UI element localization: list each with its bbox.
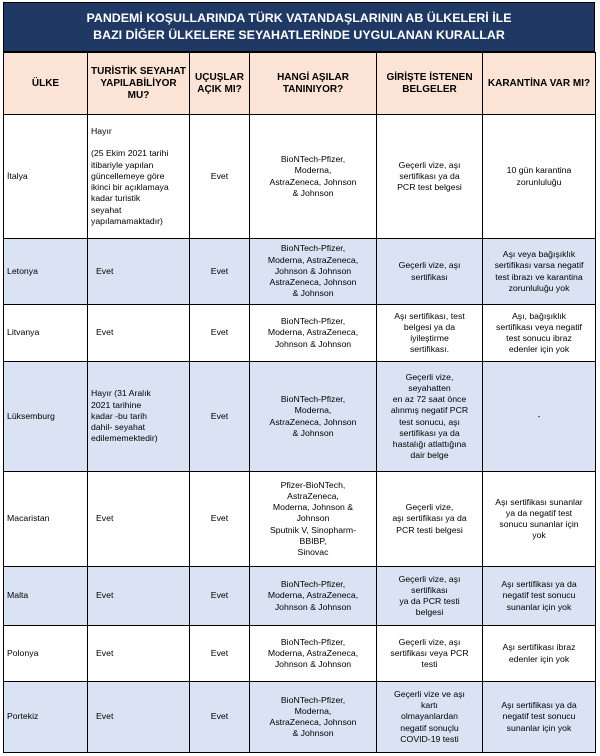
vaccines-cell-line: AstraZeneca, Johnson	[269, 176, 357, 187]
tourist-cell-line: Evet	[96, 647, 114, 658]
docs-cell	[377, 305, 483, 362]
vaccines-cell	[250, 682, 377, 753]
tourist-cell	[88, 472, 190, 567]
table-row	[4, 472, 596, 567]
docs-cell	[377, 115, 483, 239]
docs-cell-line: olmayanlardan	[401, 711, 458, 722]
tourist-cell	[88, 567, 190, 626]
docs-cell-line: belgesi	[415, 607, 444, 618]
docs-cell-line: Geçerli vize,	[405, 502, 454, 513]
docs-cell-line: Geçerli vize, aşı	[398, 573, 461, 584]
docs-cell-line: Geçerli vize,	[405, 371, 454, 382]
tourist-cell-line: Evet	[96, 265, 114, 276]
vaccines-cell-line: BioNTech-Pfizer,	[280, 394, 346, 405]
quarantine-cell	[483, 472, 596, 567]
quarantine-cell-line: test sonucu ibraz	[506, 333, 572, 343]
docs-cell	[377, 567, 483, 626]
tourist-cell-line: kadar turistik	[91, 193, 141, 204]
docs-cell-line: PCR testi belgesi	[396, 524, 463, 535]
table-row	[4, 362, 596, 472]
docs-cell	[377, 239, 483, 305]
docs-cell-line: belgesi ya da	[403, 321, 456, 332]
docs-cell-line: hastalığı atlattığına	[392, 438, 467, 449]
quarantine-cell-line: Aşı sertifikası ya da	[501, 579, 577, 590]
flights-cell: Evet	[190, 626, 250, 682]
vaccines-cell-line: AstraZeneca, Johnson	[269, 717, 357, 727]
vaccines-cell	[250, 239, 377, 305]
docs-cell	[377, 472, 483, 567]
tourist-cell	[88, 305, 190, 362]
docs-cell	[377, 682, 483, 753]
document-title	[3, 2, 595, 52]
quarantine-cell-line: negatif test sonucu	[502, 590, 576, 601]
quarantine-cell	[483, 567, 596, 626]
tourist-cell-line: Hayır (31 Aralık	[91, 388, 151, 399]
tourist-cell	[88, 682, 190, 753]
vaccines-cell-line: Sputnik V, Sinopharm-	[269, 524, 357, 535]
vaccines-cell-line: Moderna,	[294, 165, 332, 176]
tourist-cell-line: Evet	[96, 711, 114, 722]
quarantine-cell-line: -	[537, 410, 541, 421]
vaccines-cell-line: Johnson & Johnson	[274, 338, 352, 349]
vaccines-cell-line: AstraZeneca, Johnson	[269, 416, 357, 427]
country-cell: Portekiz	[4, 682, 88, 753]
header-country: ÜLKE	[4, 53, 88, 115]
docs-cell-line: PCR test belgesi	[397, 182, 462, 193]
vaccines-cell-line: Johnson & Johnson	[274, 601, 352, 612]
tourist-cell-line: seyahat	[91, 204, 122, 215]
docs-cell-line: sertifikası ya da	[399, 427, 460, 438]
vaccines-cell-line: & Johnson	[292, 427, 334, 438]
flights-cell: Evet	[190, 567, 250, 626]
docs-cell-line: seyahatten	[408, 382, 451, 393]
tourist-cell	[88, 362, 190, 472]
header-tourist: TURİSTİK SEYAHAT YAPILABİLİYOR MU?	[88, 53, 190, 115]
country-cell: Lüksemburg	[4, 362, 88, 472]
header-flights: UÇUŞLAR AÇIK MI?	[190, 53, 250, 115]
docs-cell-line: test sonucu, aşı	[399, 416, 460, 427]
header-row	[4, 53, 596, 115]
quarantine-cell-line: Aşı sertifikası ibraz	[502, 642, 576, 653]
table-row	[4, 626, 596, 682]
tourist-cell-line: 2021 tarihine	[91, 399, 142, 410]
quarantine-cell-line: zorunluluğu yok	[508, 282, 570, 293]
quarantine-cell-line: Aşı sertifikası ya da	[501, 700, 577, 711]
docs-cell-line: Aşı sertifikası, test	[394, 310, 465, 321]
tourist-cell	[88, 115, 190, 239]
tourist-cell-line: Evet	[96, 327, 114, 338]
tourist-cell-line: Evet	[96, 590, 114, 601]
docs-cell-line: negatif sonuçlu	[400, 722, 459, 733]
tourist-cell-line: itibariyle yapılan	[91, 159, 154, 170]
quarantine-cell	[483, 682, 596, 753]
vaccines-cell	[250, 626, 377, 682]
table-row	[4, 682, 596, 753]
docs-cell-line: Geçerli vize, aşı	[398, 159, 461, 170]
quarantine-cell-line: Aşı, bağışıklık	[511, 310, 567, 321]
country-cell: Macaristan	[4, 472, 88, 567]
quarantine-cell-line: Aşı sertifikası sunanlar	[495, 496, 583, 507]
tourist-cell-line	[91, 137, 186, 148]
vaccines-cell	[250, 567, 377, 626]
quarantine-cell-line: test ibrazı ve karantina	[495, 271, 583, 282]
vaccines-cell	[250, 305, 377, 362]
vaccines-cell-line: Johnson & Johnson	[274, 659, 352, 670]
vaccines-cell	[250, 115, 377, 239]
header-quarantine: KARANTİNA VAR MI?	[483, 53, 596, 115]
quarantine-cell-line: 10 gün karantina	[506, 165, 572, 176]
table-row	[4, 239, 596, 305]
docs-cell-line: Geçerli vize, aşı	[398, 260, 461, 271]
quarantine-cell	[483, 305, 596, 362]
docs-cell-line: sertifikası	[411, 271, 448, 282]
quarantine-cell-line: sunanlar için yok	[506, 722, 572, 733]
title-line-1: PANDEMİ KOŞULLARINDA TÜRK VATANDAŞLARININ AB ÜLKELERİ İLE	[86, 11, 512, 25]
quarantine-cell-line: Aşı veya bağışıklık	[502, 249, 576, 260]
vaccines-cell-line: Moderna, Johnson &	[272, 502, 354, 513]
vaccines-cell-line: Moderna, AstraZeneca,	[267, 327, 359, 338]
vaccines-cell	[250, 362, 377, 472]
tourist-cell-line: ikinci bir açıklamaya	[91, 182, 169, 193]
vaccines-cell-line: & Johnson	[292, 728, 334, 739]
table-row	[4, 567, 596, 626]
docs-cell-line: iyileştirme	[410, 333, 449, 343]
vaccines-cell-line: BBIBP,	[299, 535, 327, 546]
flights-cell: Evet	[190, 682, 250, 753]
quarantine-cell-line: sertifikası veya negatif	[496, 321, 582, 332]
country-cell: İtalya	[4, 115, 88, 239]
vaccines-cell-line: AstraZeneca, Johnson	[269, 277, 357, 288]
table-body	[4, 115, 596, 753]
table-row	[4, 115, 596, 239]
docs-cell-line: Geçerli vize, aşı	[398, 636, 461, 647]
quarantine-cell-line: sertifikası varsa negatif	[494, 260, 584, 271]
country-cell: Litvanya	[4, 305, 88, 362]
tourist-cell-line: güncellemeye göre	[91, 170, 165, 181]
vaccines-cell-line: Moderna,	[294, 405, 332, 416]
docs-cell-line: Geçerli vize ve aşı	[394, 688, 465, 699]
quarantine-cell	[483, 362, 596, 472]
quarantine-cell	[483, 115, 596, 239]
docs-cell-line: aşı sertifikası ya da	[392, 513, 467, 524]
vaccines-cell-line: Pfizer-BioNTech,	[280, 479, 346, 490]
docs-cell-line: ya da PCR testi	[399, 596, 460, 606]
docs-cell-line: sertifikası veya PCR	[390, 647, 469, 658]
vaccines-cell	[250, 472, 377, 567]
rules-table	[3, 52, 596, 753]
tourist-cell-line: (25 Ekim 2021 tarihi	[91, 148, 169, 159]
quarantine-cell-line: sunanlar için yok	[506, 601, 572, 612]
flights-cell: Evet	[190, 239, 250, 305]
tourist-cell	[88, 626, 190, 682]
vaccines-cell-line: Moderna, AstraZeneca,	[267, 647, 359, 658]
table-row	[4, 305, 596, 362]
vaccines-cell-line: BioNTech-Pfizer,	[280, 243, 346, 254]
docs-cell-line: sertifikası ya da	[399, 170, 460, 181]
vaccines-cell-line: BioNTech-Pfizer,	[280, 154, 346, 165]
vaccines-cell-line: Moderna, AstraZeneca,	[267, 590, 359, 601]
flights-cell: Evet	[190, 472, 250, 567]
vaccines-cell-line: BioNTech-Pfizer,	[280, 316, 346, 327]
docs-cell-line: dair belge	[410, 450, 449, 461]
quarantine-cell-line: negatif test sonucu	[502, 711, 576, 722]
country-cell: Malta	[4, 567, 88, 626]
vaccines-cell-line: Johnson & Johnson	[274, 265, 352, 276]
vaccines-cell-line: & Johnson	[292, 187, 334, 198]
vaccines-cell-line: BioNTech-Pfizer,	[280, 694, 346, 705]
quarantine-cell-line: ya da negatif test	[505, 507, 573, 518]
quarantine-cell	[483, 239, 596, 305]
docs-cell	[377, 626, 483, 682]
flights-cell: Evet	[190, 305, 250, 362]
docs-cell-line: kartı	[421, 700, 438, 711]
header-vaccines: HANGİ AŞILAR TANINIYOR?	[250, 53, 377, 115]
flights-cell: Evet	[190, 115, 250, 239]
header-docs: GİRİŞTE İSTENEN BELGELER	[377, 53, 483, 115]
docs-cell	[377, 362, 483, 472]
quarantine-cell-line: zorunluluğu	[516, 176, 562, 187]
quarantine-cell	[483, 626, 596, 682]
vaccines-cell-line: AstraZeneca,	[287, 490, 339, 501]
tourist-cell-line: kadar -bu tarih	[91, 410, 148, 421]
vaccines-cell-line: BioNTech-Pfizer,	[280, 579, 346, 590]
rules-document	[3, 2, 595, 753]
quarantine-cell-line: yok	[532, 530, 546, 541]
vaccines-cell-line: & Johnson	[292, 288, 334, 299]
country-cell: Letonya	[4, 239, 88, 305]
tourist-cell-line: yapılamamaktadır)	[91, 215, 163, 226]
vaccines-cell-line: BioNTech-Pfizer,	[280, 636, 346, 647]
docs-cell-line: COVID-19 testi	[400, 733, 459, 744]
tourist-cell-line: Evet	[96, 513, 114, 524]
flights-cell: Evet	[190, 362, 250, 472]
country-cell: Polonya	[4, 626, 88, 682]
tourist-cell-line: Hayır	[91, 126, 112, 137]
vaccines-cell-line: Moderna, AstraZeneca,	[267, 254, 359, 265]
title-line-2: BAZI DİĞER ÜLKELERE SEYAHATLERİNDE UYGULANAN KURALLAR	[93, 28, 505, 42]
docs-cell-line: en az 72 saat önce	[392, 394, 467, 405]
vaccines-cell-line: Moderna,	[294, 705, 332, 716]
vaccines-cell-line: Sinovac	[297, 547, 329, 557]
quarantine-cell-line: sonucu sunanlar için	[499, 519, 579, 529]
docs-cell-line: sertifikası	[411, 584, 448, 595]
quarantine-cell-line: edenler için yok	[508, 653, 570, 664]
docs-cell-line: alınmış negatif PCR	[390, 405, 469, 416]
docs-cell-line: testi	[421, 659, 438, 670]
tourist-cell-line: edilememektedir)	[91, 433, 158, 444]
quarantine-cell-line: edenler için yok	[508, 344, 570, 355]
docs-cell-line: sertifikası.	[409, 344, 450, 355]
vaccines-cell-line: Johnson	[296, 513, 330, 524]
tourist-cell	[88, 239, 190, 305]
tourist-cell-line: dahil- seyahat	[91, 422, 146, 433]
